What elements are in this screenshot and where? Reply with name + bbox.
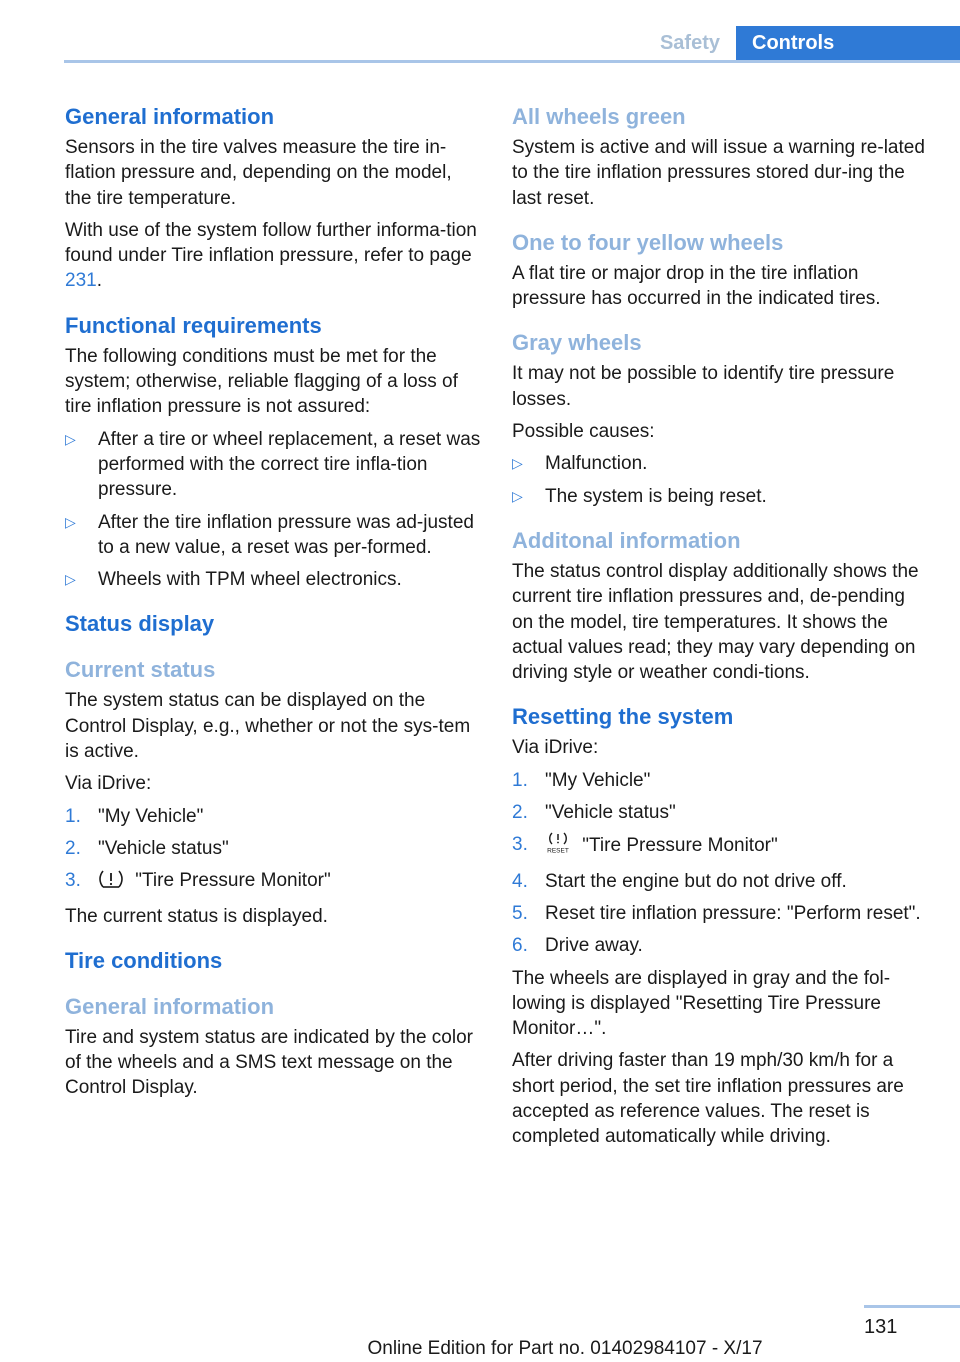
step-text: Reset tire inflation pressure: "Perform reset". xyxy=(545,902,921,924)
list-item xyxy=(65,427,481,503)
header-divider xyxy=(64,60,960,63)
causes-list xyxy=(512,451,928,509)
triangle-bullet-icon: ▷ xyxy=(512,455,523,472)
list-item xyxy=(512,869,928,894)
tire-conditions-heading: Tire conditions xyxy=(65,947,223,973)
list-item-text: Wheels with TPM wheel electronics. xyxy=(98,569,402,591)
current-status-after: The current status is displayed. xyxy=(65,905,328,927)
reset-icon-label: RESET xyxy=(547,847,569,855)
page-link-231[interactable]: 231 xyxy=(65,270,97,292)
list-item xyxy=(65,836,481,861)
tab-safety[interactable]: Safety xyxy=(659,32,720,54)
step-text: "My Vehicle" xyxy=(545,769,651,791)
reset-steps-list xyxy=(512,768,928,959)
step-number: 3. xyxy=(512,834,528,856)
step-text: "Tire Pressure Monitor" xyxy=(130,870,331,892)
list-item xyxy=(512,832,928,861)
all-wheels-green-heading: All wheels green xyxy=(512,104,686,129)
additional-info-paragraph: The status control display additionally shows the current tire inflation pressures and, de-pending on the model, tire temperatures. It shows the actual values read; they may vary depending on driving style or weather condi-tions. xyxy=(512,560,919,684)
tire-pressure-warning-icon xyxy=(98,869,124,896)
status-steps-list xyxy=(65,804,481,897)
general-info-2-heading: General information xyxy=(65,993,275,1019)
step-number: 5. xyxy=(512,902,528,924)
step-text: Start the engine but do not drive off. xyxy=(545,870,847,892)
step-number: 2. xyxy=(65,837,81,859)
list-item-text: After a tire or wheel replacement, a reset was performed with the correct tire infla-tion pressure. xyxy=(98,428,481,501)
resetting-system-heading: Resetting the system xyxy=(512,704,734,730)
possible-causes-label: Possible causes: xyxy=(512,421,655,443)
current-status-heading: Current status xyxy=(65,657,216,683)
via-idrive-label: Via iDrive: xyxy=(65,773,152,795)
list-item xyxy=(65,804,481,829)
triangle-bullet-icon: ▷ xyxy=(65,513,76,530)
list-item xyxy=(65,510,481,561)
list-item xyxy=(512,484,928,509)
gray-wheels-heading: Gray wheels xyxy=(512,330,642,356)
triangle-bullet-icon: ▷ xyxy=(512,487,523,504)
footer-divider xyxy=(864,1305,960,1308)
step-text: "My Vehicle" xyxy=(98,805,204,827)
additional-info-heading: Additonal information xyxy=(512,527,741,553)
general-info-heading: General information xyxy=(65,104,275,129)
list-item-text: After the tire inflation pressure was ad-justed to a new value, a reset was per-formed. xyxy=(98,511,474,558)
step-number: 1. xyxy=(65,805,81,827)
general-info-2-paragraph: Tire and system status are indicated by the color of the wheels and a SMS text message on the Control Display. xyxy=(65,1026,473,1099)
step-text: Drive away. xyxy=(545,935,643,957)
list-item xyxy=(512,451,928,476)
reset-paragraph-1: The wheels are displayed in gray and the fol-lowing is displayed "Resetting Tire Pressure Monitor…". xyxy=(512,967,891,1040)
edition-footer: Online Edition for Part no. 01402984107 - X/17 xyxy=(367,1338,763,1359)
list-item-text: The system is being reset. xyxy=(545,485,767,507)
step-number: 1. xyxy=(512,769,528,791)
general-info-reference xyxy=(65,218,481,294)
step-number: 4. xyxy=(512,870,528,892)
step-text: "Vehicle status" xyxy=(545,802,676,824)
page-header xyxy=(0,0,960,62)
step-number: 6. xyxy=(512,935,528,957)
reference-text: With use of the system follow further informa-tion found under Tire inflation pressure, refer to page xyxy=(65,219,477,267)
triangle-bullet-icon: ▷ xyxy=(65,571,76,588)
list-item xyxy=(512,933,928,958)
step-text: "Tire Pressure Monitor" xyxy=(577,835,778,857)
right-column xyxy=(512,103,928,1157)
all-wheels-green-paragraph: System is active and will issue a warning re-lated to the tire inflation pressures stored dur-ing the last reset. xyxy=(512,137,925,209)
current-status-paragraph: The system status can be displayed on the Control Display, e.g., whether or not the sys-tem is active. xyxy=(65,690,471,763)
step-text: "Vehicle status" xyxy=(98,837,229,859)
status-display-heading: Status display xyxy=(65,611,215,637)
list-item-text: Malfunction. xyxy=(545,453,648,475)
gray-wheels-paragraph: It may not be possible to identify tire pressure losses. xyxy=(512,363,895,410)
list-item xyxy=(512,901,928,926)
general-info-paragraph: Sensors in the tire valves measure the tire in-flation pressure and, depending on the model, the tire temperature. xyxy=(65,137,452,209)
left-column xyxy=(65,103,481,1108)
reset-paragraph-2: After driving faster than 19 mph/30 km/h for a short period, the set tire inflation pressures are accepted as reference values. The reset is completed automatically while driving. xyxy=(512,1050,904,1148)
list-item xyxy=(65,567,481,592)
list-item xyxy=(65,868,481,896)
functional-requirements-paragraph: The following conditions must be met for the system; otherwise, reliable flagging of a loss of tire inflation pressure is not assured: xyxy=(65,345,458,418)
tab-controls[interactable]: Controls xyxy=(736,26,960,60)
functional-requirements-heading: Functional requirements xyxy=(65,312,322,338)
via-idrive-label: Via iDrive: xyxy=(512,737,599,759)
triangle-bullet-icon: ▷ xyxy=(65,430,76,447)
yellow-wheels-paragraph: A flat tire or major drop in the tire inflation pressure has occurred in the indicated tires. xyxy=(512,262,881,310)
list-item xyxy=(512,800,928,825)
reference-period: . xyxy=(96,270,102,292)
step-number: 3. xyxy=(65,870,81,892)
yellow-wheels-heading: One to four yellow wheels xyxy=(512,229,784,255)
list-item xyxy=(512,768,928,793)
step-number: 2. xyxy=(512,802,528,824)
tire-pressure-reset-icon xyxy=(545,832,571,861)
page-number: 131 xyxy=(864,1316,898,1338)
requirements-list xyxy=(65,427,481,593)
